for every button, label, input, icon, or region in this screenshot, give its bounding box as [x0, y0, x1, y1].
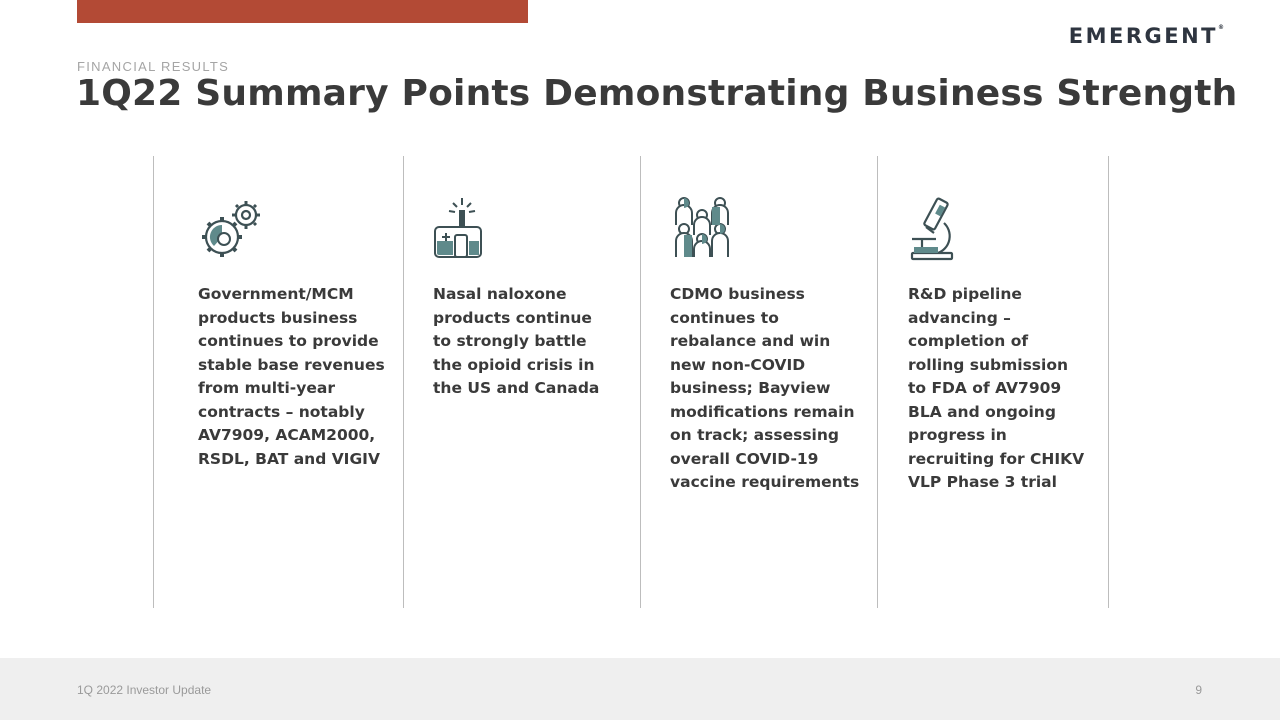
summary-text: R&D pipeline advancing – completion of rolling submission to FDA of AV7909 BLA and ongoing progress in recruiting for CHIKV VLP Phase 3 trial: [908, 285, 1085, 491]
footer: [0, 658, 1280, 720]
page-title: 1Q22 Summary Points Demonstrating Business Strength: [76, 73, 1238, 114]
microscope-icon: [908, 195, 978, 265]
accent-bar: [77, 0, 528, 23]
page-number: 9: [1195, 683, 1202, 697]
summary-column-naloxone: [433, 195, 633, 401]
emergent-logo: EMERGENT®: [1068, 24, 1224, 48]
summary-column-rnd: [908, 195, 1098, 495]
summary-text: Government/MCM products business continues to provide stable base revenues from multi-year contracts – notably AV7909, ACAM2000, RSDL, BAT and VIGIV: [198, 285, 385, 468]
summary-text: Nasal naloxone products continue to strongly battle the opioid crisis in the US and Canada: [433, 285, 600, 397]
column-divider: [1108, 156, 1109, 608]
nasal-spray-icon: [433, 195, 503, 265]
people-group-icon: [670, 195, 740, 265]
summary-column-government: [198, 195, 398, 471]
summary-column-cdmo: [670, 195, 870, 495]
summary-text: CDMO business continues to rebalance and win new non-COVID business; Bayview modifications remain on track; assessing overall COVID-19 vaccine requirements: [670, 285, 860, 491]
section-eyebrow: FINANCIAL RESULTS: [77, 59, 230, 74]
column-divider: [403, 156, 404, 608]
column-divider: [153, 156, 154, 608]
column-divider: [877, 156, 878, 608]
footer-title: 1Q 2022 Investor Update: [77, 683, 212, 697]
gears-icon: [198, 195, 268, 265]
column-divider: [640, 156, 641, 608]
